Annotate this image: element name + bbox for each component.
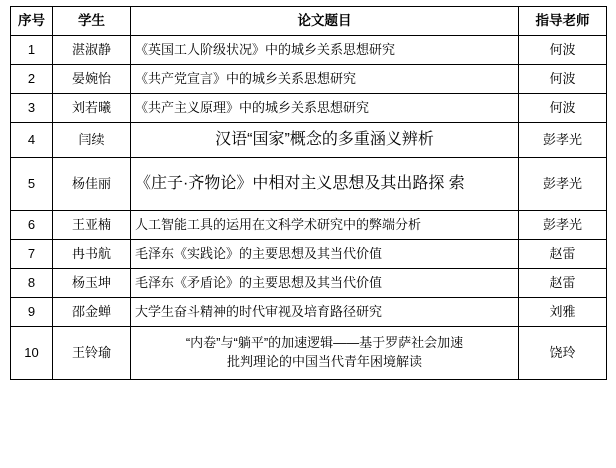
cell-title-line2: 批判理论的中国当代青年困境解读 <box>226 354 422 369</box>
table-header-row <box>11 7 607 36</box>
cell-student: 闫续 <box>53 123 131 158</box>
cell-title: 毛泽东《实践论》的主要思想及其当代价值 <box>131 240 519 269</box>
cell-no: 10 <box>11 327 53 380</box>
table-row <box>11 240 607 269</box>
cell-no: 9 <box>11 298 53 327</box>
cell-advisor: 何波 <box>519 94 607 123</box>
table-row <box>11 269 607 298</box>
cell-student: 刘若曦 <box>53 94 131 123</box>
column-header-title: 论文题目 <box>131 7 519 36</box>
cell-title: 人工智能工具的运用在文科学术研究中的弊端分析 <box>131 211 519 240</box>
table-row <box>11 298 607 327</box>
cell-student: 邵金蝉 <box>53 298 131 327</box>
cell-no: 1 <box>11 36 53 65</box>
cell-title: 《共产党宣言》中的城乡关系思想研究 <box>131 65 519 94</box>
cell-advisor: 彭孝光 <box>519 211 607 240</box>
cell-student: 冉书航 <box>53 240 131 269</box>
cell-advisor: 刘雅 <box>519 298 607 327</box>
cell-no: 7 <box>11 240 53 269</box>
cell-advisor: 何波 <box>519 65 607 94</box>
cell-advisor: 赵雷 <box>519 240 607 269</box>
cell-title <box>131 158 519 211</box>
cell-advisor: 彭孝光 <box>519 123 607 158</box>
table-row <box>11 65 607 94</box>
cell-title: 《共产主义原理》中的城乡关系思想研究 <box>131 94 519 123</box>
table-row <box>11 94 607 123</box>
cell-title: 大学生奋斗精神的时代审视及培育路径研究 <box>131 298 519 327</box>
column-header-advisor: 指导老师 <box>519 7 607 36</box>
cell-no: 6 <box>11 211 53 240</box>
table-row <box>11 327 607 380</box>
table-row <box>11 123 607 158</box>
cell-advisor: 彭孝光 <box>519 158 607 211</box>
cell-title <box>131 327 519 380</box>
cell-title: 汉语“国家”概念的多重涵义辨析 <box>131 123 519 158</box>
cell-no: 8 <box>11 269 53 298</box>
cell-title-line1: 《庄子·齐物论》中相对主义思想及其出路探 <box>135 175 445 193</box>
cell-title-line2: 索 <box>448 175 465 193</box>
cell-student: 王铃瑜 <box>53 327 131 380</box>
table-row <box>11 211 607 240</box>
column-header-student: 学生 <box>53 7 131 36</box>
cell-student: 晏婉怡 <box>53 65 131 94</box>
table-row <box>11 36 607 65</box>
cell-advisor: 赵雷 <box>519 269 607 298</box>
cell-no: 5 <box>11 158 53 211</box>
cell-no: 4 <box>11 123 53 158</box>
table-row <box>11 158 607 211</box>
cell-student: 王亚楠 <box>53 211 131 240</box>
cell-advisor: 何波 <box>519 36 607 65</box>
cell-advisor: 饶玲 <box>519 327 607 380</box>
cell-student: 湛淑静 <box>53 36 131 65</box>
cell-title: 毛泽东《矛盾论》的主要思想及其当代价值 <box>131 269 519 298</box>
cell-title-line1: “内卷”与“躺平”的加速逻辑——基于罗萨社会加速 <box>185 335 464 351</box>
cell-title: 《英国工人阶级状况》中的城乡关系思想研究 <box>131 36 519 65</box>
column-header-no: 序号 <box>11 7 53 36</box>
cell-no: 2 <box>11 65 53 94</box>
cell-student: 杨佳丽 <box>53 158 131 211</box>
cell-no: 3 <box>11 94 53 123</box>
cell-student: 杨玉坤 <box>53 269 131 298</box>
thesis-table <box>10 6 607 380</box>
